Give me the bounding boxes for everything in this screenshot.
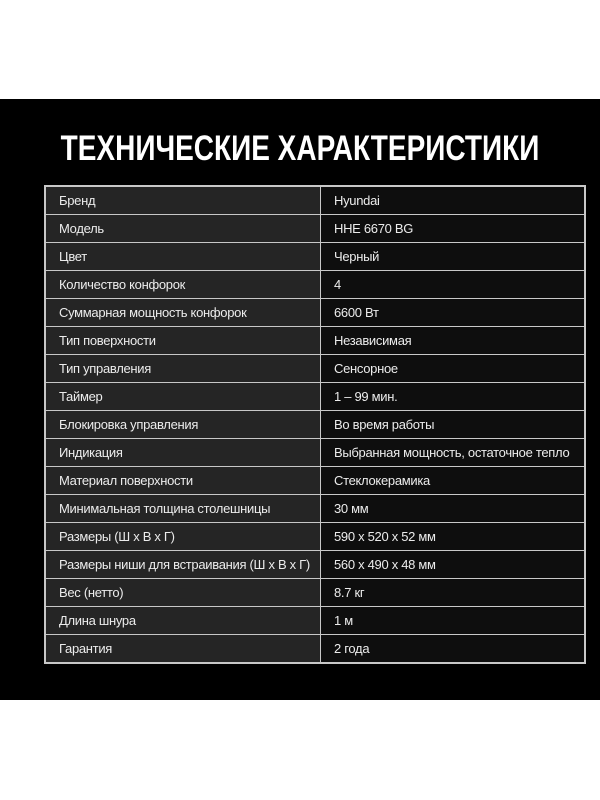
spec-label: Вес (нетто) (45, 579, 321, 607)
spec-value: HHE 6670 BG (321, 215, 586, 243)
spec-value: 1 м (321, 607, 586, 635)
spec-value: 560 x 490 x 48 мм (321, 551, 586, 579)
page-title: ТЕХНИЧЕСКИЕ ХАРАКТЕРИСТИКИ (60, 129, 540, 168)
specs-table-body (45, 186, 585, 663)
spec-value: Независимая (321, 327, 586, 355)
spec-label: Модель (45, 215, 321, 243)
spec-row (45, 243, 585, 271)
spec-row (45, 607, 585, 635)
spec-label: Размеры ниши для встраивания (Ш х В х Г) (45, 551, 321, 579)
spec-row (45, 495, 585, 523)
spec-label: Длина шнура (45, 607, 321, 635)
spec-value: 590 x 520 x 52 мм (321, 523, 586, 551)
spec-value: Во время работы (321, 411, 586, 439)
spec-value: 30 мм (321, 495, 586, 523)
spec-row (45, 523, 585, 551)
spec-value: Стеклокерамика (321, 467, 586, 495)
spec-label: Материал поверхности (45, 467, 321, 495)
spec-label: Бренд (45, 186, 321, 215)
spec-label: Цвет (45, 243, 321, 271)
spec-row (45, 327, 585, 355)
spec-value: 4 (321, 271, 586, 299)
spec-value: 2 года (321, 635, 586, 664)
spec-label: Количество конфорок (45, 271, 321, 299)
spec-row (45, 635, 585, 664)
spec-row (45, 383, 585, 411)
spec-row (45, 551, 585, 579)
spec-label: Тип поверхности (45, 327, 321, 355)
spec-value: 8.7 кг (321, 579, 586, 607)
spec-value: Выбранная мощность, остаточное тепло (321, 439, 586, 467)
spec-value: Сенсорное (321, 355, 586, 383)
spec-row (45, 579, 585, 607)
spec-value: Черный (321, 243, 586, 271)
spec-row (45, 467, 585, 495)
spec-label: Гарантия (45, 635, 321, 664)
spec-label: Тип управления (45, 355, 321, 383)
spec-label: Суммарная мощность конфорок (45, 299, 321, 327)
spec-row (45, 355, 585, 383)
spec-row (45, 411, 585, 439)
spec-value: 1 – 99 мин. (321, 383, 586, 411)
spec-row (45, 215, 585, 243)
spec-value: 6600 Вт (321, 299, 586, 327)
specs-table (44, 185, 586, 664)
spec-label: Минимальная толщина столешницы (45, 495, 321, 523)
spec-label: Размеры (Ш х В х Г) (45, 523, 321, 551)
spec-row (45, 186, 585, 215)
spec-label: Блокировка управления (45, 411, 321, 439)
spec-label: Таймер (45, 383, 321, 411)
spec-value: Hyundai (321, 186, 586, 215)
specs-panel (0, 99, 600, 700)
spec-label: Индикация (45, 439, 321, 467)
spec-row (45, 439, 585, 467)
spec-row (45, 299, 585, 327)
spec-row (45, 271, 585, 299)
